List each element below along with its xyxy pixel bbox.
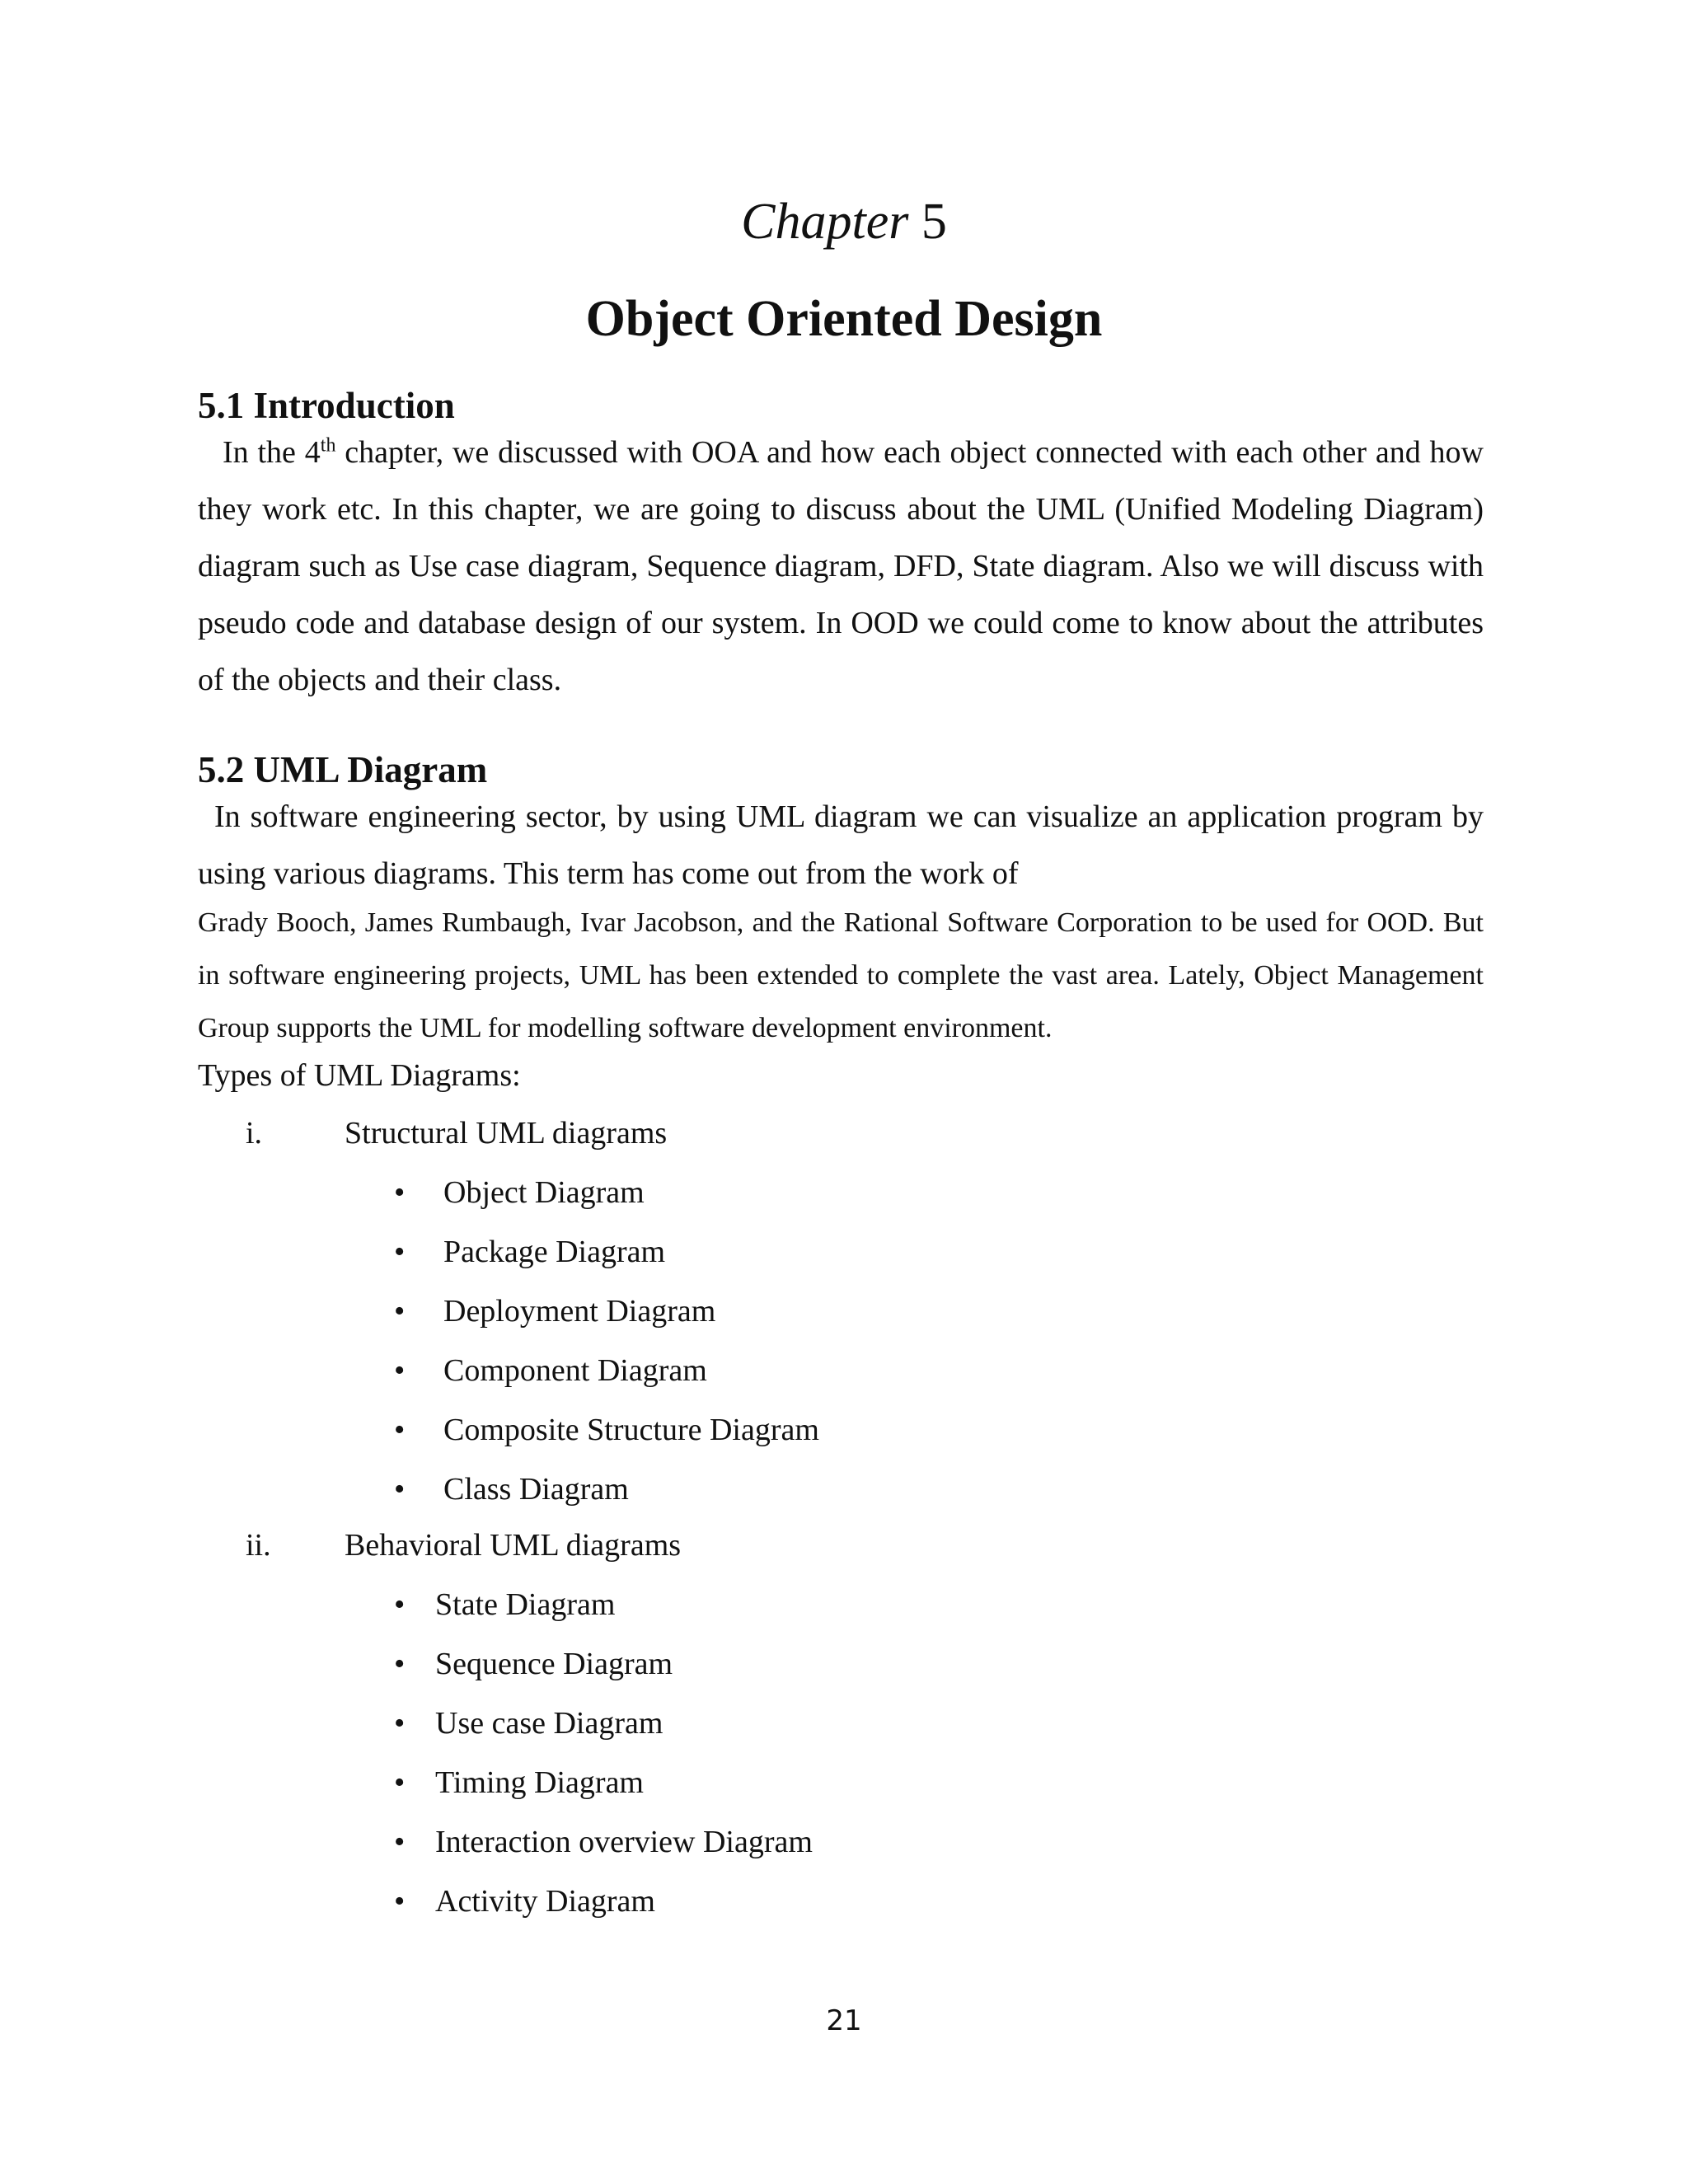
list-item: Package Diagram	[443, 1235, 666, 1269]
list-item: Interaction overview Diagram	[435, 1825, 813, 1859]
bullet-icon: •	[394, 1765, 406, 1800]
bullet-icon: •	[394, 1353, 406, 1388]
ordinal-superscript: th	[320, 434, 336, 457]
section-heading-uml-diagram: 5.2 UML Diagram	[198, 749, 488, 790]
chapter-title: Object Oriented Design	[585, 291, 1103, 347]
uml-paragraph-part-a	[198, 789, 1484, 902]
bullet-icon: •	[394, 1472, 406, 1507]
list-item: Sequence Diagram	[435, 1647, 673, 1681]
list-item: Component Diagram	[443, 1353, 707, 1388]
list-item: Composite Structure Diagram	[443, 1413, 819, 1447]
list-item: Activity Diagram	[435, 1884, 655, 1919]
bullet-icon: •	[394, 1235, 406, 1269]
bullet-icon: •	[394, 1647, 406, 1681]
group-numeral-behavioral: ii.	[246, 1528, 271, 1563]
list-item: State Diagram	[435, 1587, 616, 1622]
intro-text-rest: chapter, we discussed with OOA and how each object connected with each other and how they work etc. In this chapter, we are going to discuss about the UML (Unified Modeling Diagram) diagram such as Use case diagram, Sequence diagram, DFD, State diagram. Also we will discuss with pseudo code and database design of our system. In OOD we could come to know about the attributes of the objects and their class.	[198, 435, 1484, 697]
bullet-icon: •	[394, 1884, 406, 1919]
bullet-icon: •	[394, 1294, 406, 1329]
bullet-icon: •	[394, 1175, 406, 1210]
introduction-paragraph	[198, 424, 1484, 709]
list-item: Object Diagram	[443, 1175, 645, 1210]
chapter-word: Chapter	[741, 194, 909, 250]
chapter-label	[0, 191, 1688, 252]
chapter-number: 5	[921, 194, 947, 250]
bullet-icon: •	[394, 1413, 406, 1447]
list-item: Timing Diagram	[435, 1765, 644, 1800]
section-heading-introduction: 5.1 Introduction	[198, 385, 455, 426]
list-item: Use case Diagram	[435, 1706, 663, 1741]
group-numeral-structural: i.	[246, 1116, 263, 1151]
bullet-icon: •	[394, 1706, 406, 1741]
uml-text-a: In software engineering sector, by using UML diagram we can visualize an application program by using various diagrams. This term has come out from the work of	[198, 799, 1484, 891]
page-number: 21	[826, 2004, 862, 2037]
group-label-structural: Structural UML diagrams	[345, 1116, 668, 1151]
list-item: Class Diagram	[443, 1472, 629, 1507]
uml-paragraph-part-b: Grady Booch, James Rumbaugh, Ivar Jacobson, and the Rational Software Corporation to be used for OOD. But in software engineering projects, UML has been extended to complete the vast area. Lately, Object Management Group supports the UML for modelling software development environment.	[198, 907, 1484, 1043]
group-label-behavioral: Behavioral UML diagrams	[345, 1528, 682, 1563]
types-heading: Types of UML Diagrams:	[198, 1058, 521, 1093]
bullet-icon: •	[394, 1587, 406, 1622]
intro-text-start: In the 4	[223, 435, 321, 470]
bullet-icon: •	[394, 1825, 406, 1859]
list-item: Deployment Diagram	[443, 1294, 716, 1329]
